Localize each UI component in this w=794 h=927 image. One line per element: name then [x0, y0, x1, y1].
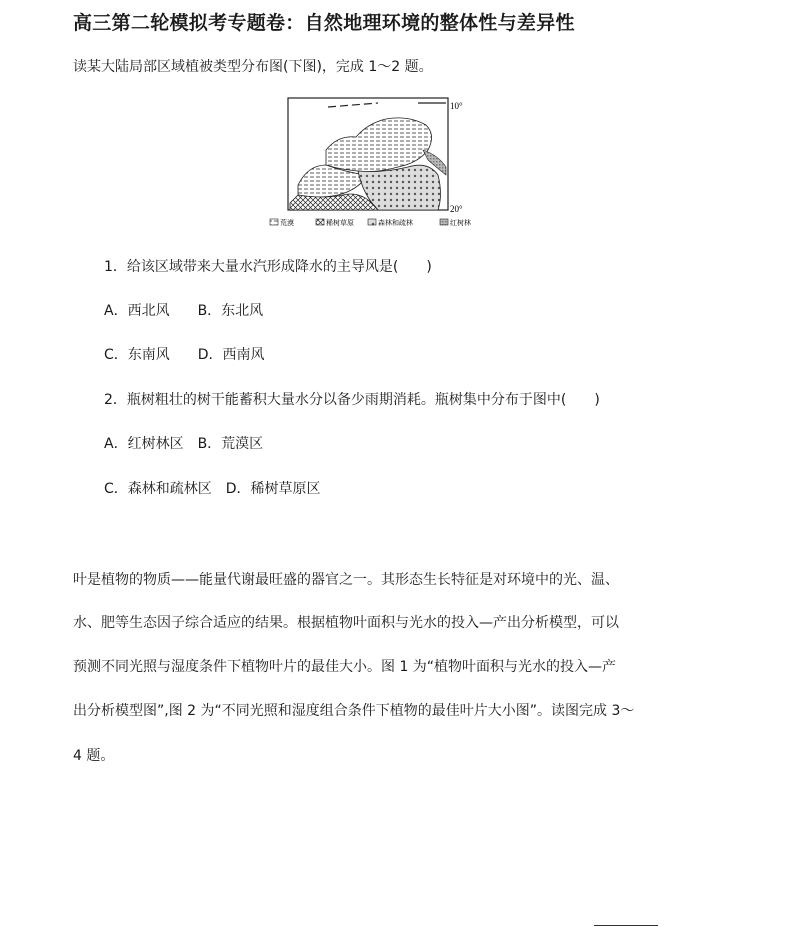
question-2-options-ab: A．红树林区 B．荒漠区 [104, 436, 264, 452]
intro-text: 读某大陆局部区域植被类型分布图(下图)，完成 1～2 题。 [73, 59, 433, 75]
question-2-options-cd: C．森林和疏林区 D．稀树草原区 [104, 481, 321, 497]
passage-line-5: 4 题。 [73, 748, 115, 764]
legend-label-mangrove: 红树林 [450, 219, 471, 227]
vegetation-map [268, 95, 498, 235]
map-legend [270, 218, 471, 227]
question-1-options-cd: C．东南风 D．西南风 [104, 347, 265, 363]
passage-line-3: 预测不同光照与湿度条件下植物叶片的最佳大小。图 1 为“植物叶面积与光水的投入—产 [73, 659, 617, 675]
vegetation-map-figure [268, 95, 498, 235]
passage-line-4: 出分析模型图”,图 2 为“不同光照和湿度组合条件下植物的最佳叶片大小图”。读图完成 3～ [73, 703, 635, 719]
legend-label-savanna: 稀树草原 [326, 219, 354, 227]
passage-line-1: 叶是植物的物质——能量代谢最旺盛的器官之一。其形态生长特征是对环境中的光、温、 [73, 572, 619, 588]
lat-label-top: 10° [450, 101, 463, 111]
page-title: 高三第二轮模拟考专题卷：自然地理环境的整体性与差异性 [73, 12, 575, 34]
question-1-options-ab: A．西北风 B．东北风 [104, 303, 264, 319]
lat-label-bottom: 20° [450, 204, 463, 214]
legend-label-desert: 荒漠 [280, 219, 294, 227]
footer-rule [594, 925, 658, 926]
question-1-stem: 1．给该区域带来大量水汽形成降水的主导风是( ) [104, 259, 432, 275]
passage-line-2: 水、肥等生态因子综合适应的结果。根据植物叶面积与光水的投入—产出分析模型，可以 [73, 615, 619, 631]
legend-label-forest: 森林和疏林 [378, 219, 413, 227]
question-2-stem: 2．瓶树粗壮的树干能蓄积大量水分以备少雨期消耗。瓶树集中分布于图中( ) [104, 392, 600, 408]
